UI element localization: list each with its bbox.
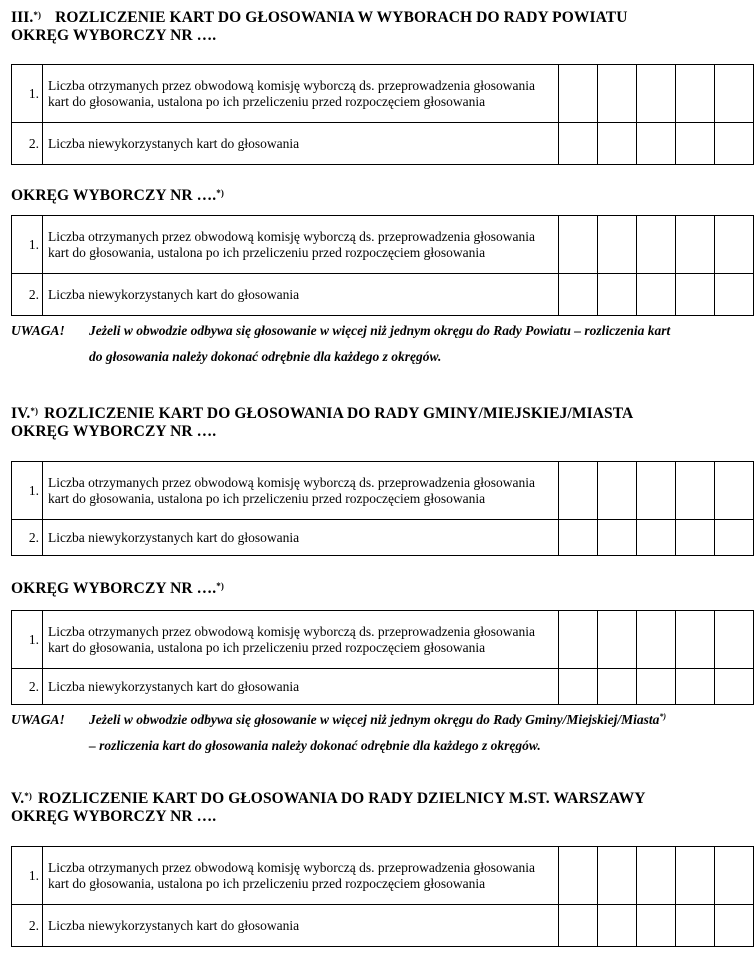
digit-box[interactable] [559, 669, 598, 705]
section-3-note [11, 318, 670, 370]
digit-box[interactable] [676, 847, 715, 905]
digit-box[interactable] [715, 520, 754, 556]
digit-box[interactable] [559, 847, 598, 905]
district-label: OKRĘG WYBORCZY NR …. [11, 187, 217, 204]
digit-box[interactable] [637, 216, 676, 274]
row-label-unused: Liczba niewykorzystanych kart do głosowania [43, 520, 559, 556]
row-number: 2. [12, 274, 43, 316]
row-number: 1. [12, 611, 43, 669]
section-4-note [11, 707, 666, 759]
section-5-table-1 [11, 846, 754, 947]
table-row [12, 669, 754, 705]
footnote-marker: *) [24, 791, 32, 801]
section-4-number: IV. [11, 405, 31, 422]
row-number: 1. [12, 462, 43, 520]
digit-box[interactable] [676, 905, 715, 947]
digit-box[interactable] [676, 65, 715, 123]
digit-box[interactable] [598, 847, 637, 905]
digit-box[interactable] [637, 905, 676, 947]
table-row [12, 905, 754, 947]
digit-box[interactable] [676, 123, 715, 165]
section-3-heading [11, 9, 628, 45]
section-4-table-1 [11, 461, 754, 556]
table-row [12, 611, 754, 669]
section-5-number: V. [11, 790, 25, 807]
section-4-title: ROZLICZENIE KART DO GŁOSOWANIA DO RADY GMINY/MIEJSKIEJ/MIASTA [44, 405, 634, 422]
table-row [12, 274, 754, 316]
digit-box[interactable] [559, 520, 598, 556]
digit-box[interactable] [559, 123, 598, 165]
digit-box[interactable] [676, 669, 715, 705]
note-label: UWAGA! [11, 323, 65, 338]
digit-box[interactable] [559, 216, 598, 274]
row-number: 1. [12, 65, 43, 123]
table-row [12, 216, 754, 274]
table-row [12, 65, 754, 123]
row-label-received: Liczba otrzymanych przez obwodową komisję wyborczą ds. przeprowadzenia głosowania kart do głosowania, ustalona po ich przeliczeniu przed rozpoczęciem głosowania [43, 65, 559, 123]
table-row [12, 520, 754, 556]
table-row [12, 462, 754, 520]
digit-box[interactable] [559, 274, 598, 316]
row-number: 2. [12, 669, 43, 705]
note-text: Jeżeli w obwodzie odbywa się głosowanie w więcej niż jednym okręgu do Rady Powiatu – rozliczenia kart [89, 323, 671, 338]
digit-box[interactable] [715, 611, 754, 669]
digit-box[interactable] [676, 462, 715, 520]
note-text: – rozliczenia kart do głosowania należy dokonać odrębnie dla każdego z okręgów. [89, 738, 541, 753]
digit-box[interactable] [598, 65, 637, 123]
section-4-heading [11, 405, 633, 441]
row-label-unused: Liczba niewykorzystanych kart do głosowania [43, 669, 559, 705]
footnote-marker: *) [216, 581, 224, 591]
digit-box[interactable] [637, 520, 676, 556]
digit-box[interactable] [715, 905, 754, 947]
digit-box[interactable] [676, 274, 715, 316]
section-5-heading [11, 790, 645, 826]
digit-box[interactable] [598, 669, 637, 705]
section-4-district-2-heading [11, 580, 224, 598]
digit-box[interactable] [637, 669, 676, 705]
digit-box[interactable] [598, 462, 637, 520]
digit-box[interactable] [598, 905, 637, 947]
row-number: 1. [12, 847, 43, 905]
digit-box[interactable] [676, 611, 715, 669]
table-row [12, 123, 754, 165]
row-label-received: Liczba otrzymanych przez obwodową komisję wyborczą ds. przeprowadzenia głosowania kart do głosowania, ustalona po ich przeliczeniu przed rozpoczęciem głosowania [43, 216, 559, 274]
footnote-marker: *) [33, 10, 42, 20]
digit-box[interactable] [637, 65, 676, 123]
digit-box[interactable] [676, 216, 715, 274]
section-4-table-2 [11, 610, 754, 705]
digit-box[interactable] [559, 905, 598, 947]
table-row [12, 847, 754, 905]
digit-box[interactable] [715, 65, 754, 123]
note-text: Jeżeli w obwodzie odbywa się głosowanie w więcej niż jednym okręgu do Rady Gminy/Miejskiej/Miasta [89, 712, 660, 727]
digit-box[interactable] [637, 847, 676, 905]
section-5-title: ROZLICZENIE KART DO GŁOSOWANIA DO RADY DZIELNICY M.ST. WARSZAWY [37, 790, 646, 807]
digit-box[interactable] [715, 847, 754, 905]
digit-box[interactable] [598, 274, 637, 316]
digit-box[interactable] [715, 274, 754, 316]
district-label: OKRĘG WYBORCZY NR …. [11, 580, 217, 597]
digit-box[interactable] [637, 274, 676, 316]
digit-box[interactable] [559, 611, 598, 669]
note-label: UWAGA! [11, 712, 65, 727]
section-5-district: OKRĘG WYBORCZY NR …. [11, 808, 217, 825]
digit-box[interactable] [676, 520, 715, 556]
section-3-table-2 [11, 215, 754, 316]
row-number: 2. [12, 520, 43, 556]
row-number: 2. [12, 905, 43, 947]
row-label-unused: Liczba niewykorzystanych kart do głosowania [43, 123, 559, 165]
digit-box[interactable] [598, 611, 637, 669]
digit-box[interactable] [715, 669, 754, 705]
row-number: 1. [12, 216, 43, 274]
note-text: do głosowania należy dokonać odrębnie dla każdego z okręgów. [89, 349, 442, 364]
row-number: 2. [12, 123, 43, 165]
section-3-district-2-heading [11, 187, 224, 205]
footnote-marker: *) [659, 712, 667, 721]
digit-box[interactable] [598, 123, 637, 165]
digit-box[interactable] [637, 462, 676, 520]
row-label-received: Liczba otrzymanych przez obwodową komisję wyborczą ds. przeprowadzenia głosowania kart do głosowania, ustalona po ich przeliczeniu przed rozpoczęciem głosowania [43, 611, 559, 669]
footnote-marker: *) [30, 406, 39, 416]
section-3-district: OKRĘG WYBORCZY NR …. [11, 27, 217, 44]
section-3-table-1 [11, 64, 754, 165]
section-4-district: OKRĘG WYBORCZY NR …. [11, 423, 217, 440]
row-label-unused: Liczba niewykorzystanych kart do głosowania [43, 905, 559, 947]
digit-box[interactable] [559, 462, 598, 520]
section-3-title: ROZLICZENIE KART DO GŁOSOWANIA W WYBORACH DO RADY POWIATU [55, 9, 628, 26]
row-label-unused: Liczba niewykorzystanych kart do głosowania [43, 274, 559, 316]
digit-box[interactable] [715, 216, 754, 274]
digit-box[interactable] [559, 65, 598, 123]
footnote-marker: *) [216, 188, 224, 198]
row-label-received: Liczba otrzymanych przez obwodową komisję wyborczą ds. przeprowadzenia głosowania kart do głosowania, ustalona po ich przeliczeniu przed rozpoczęciem głosowania [43, 847, 559, 905]
digit-box[interactable] [637, 611, 676, 669]
digit-box[interactable] [598, 216, 637, 274]
row-label-received: Liczba otrzymanych przez obwodową komisję wyborczą ds. przeprowadzenia głosowania kart do głosowania, ustalona po ich przeliczeniu przed rozpoczęciem głosowania [43, 462, 559, 520]
digit-box[interactable] [715, 462, 754, 520]
digit-box[interactable] [715, 123, 754, 165]
digit-box[interactable] [637, 123, 676, 165]
digit-box[interactable] [598, 520, 637, 556]
section-3-number: III. [11, 9, 34, 26]
